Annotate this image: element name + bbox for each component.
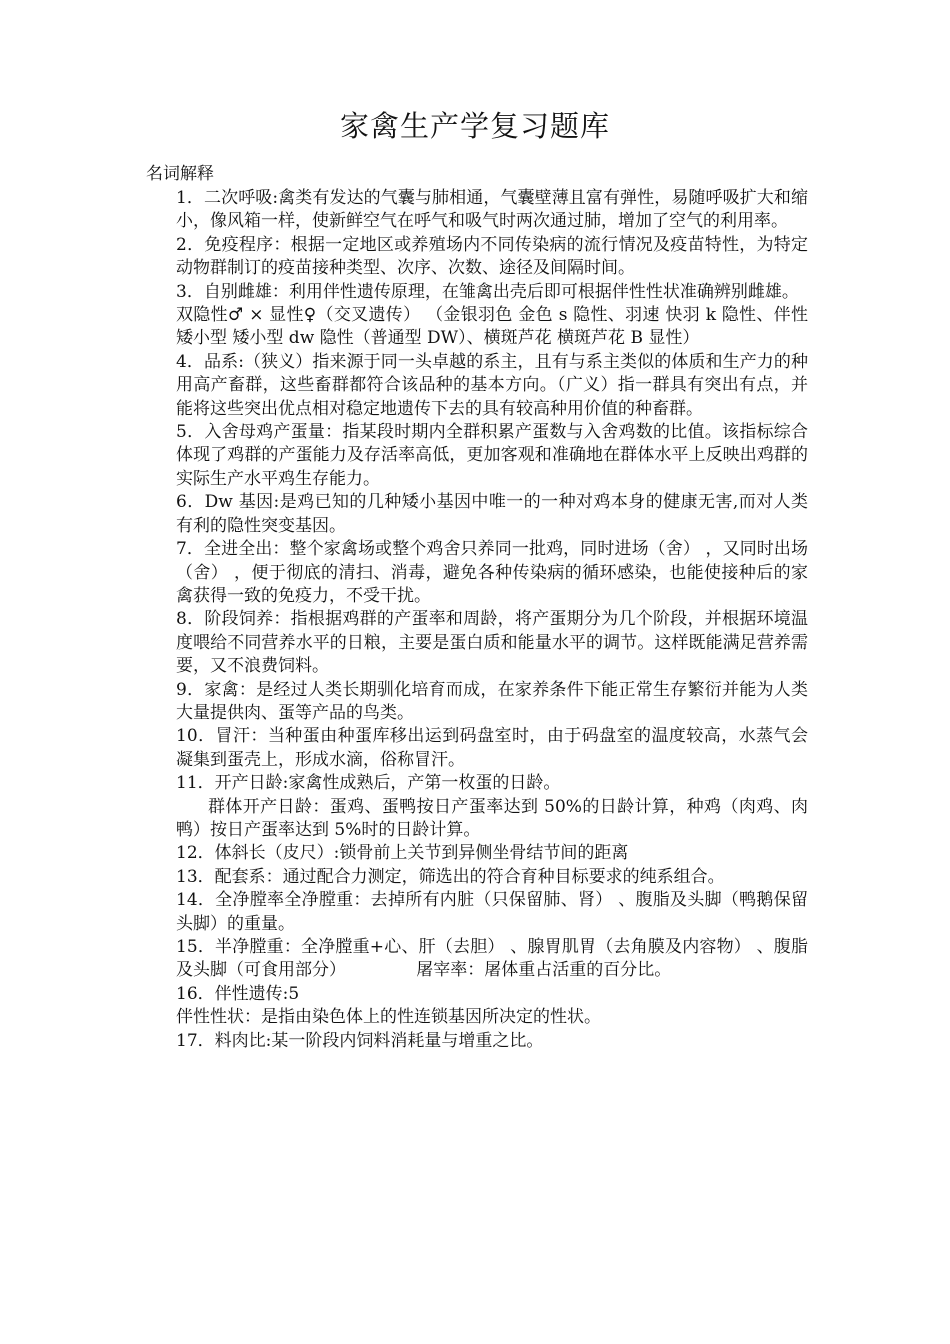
paragraph-13: 13．配套系：通过配合力测定，筛选出的符合育种目标要求的纯系组合。 — [176, 866, 725, 887]
document-title: 家禽生产学复习题库 — [339, 109, 610, 143]
paragraph-6: 6．Dw 基因:是鸡已知的几种矮小基因中唯一的一种对鸡本身的健康无害,而对人类有利的隐性突变基因。 — [176, 492, 808, 536]
paragraph-8: 8．阶段饲养：指根据鸡群的产蛋率和周龄，将产蛋期分为几个阶段，并根据环境温度喂给不同营养水平的日粮，主要是蛋白质和能量水平的调节。这样既能满足营养需要，又不浪费饲料。 — [176, 609, 808, 677]
paragraph-17: 17．料肉比:某一阶段内饲料消耗量与增重之比。 — [176, 1030, 544, 1051]
paragraph-16: 16．伴性遗传:5 — [176, 983, 300, 1004]
paragraph-15: 15．半净膛重：全净膛重+心、肝（去胆） 、腺胃肌胃（去角膜及内容物） 、腹脂及头脚（可食用部分） 屠宰率：屠体重占活重的百分比。 — [176, 937, 808, 981]
paragraph-11-note: 群体开产日龄：蛋鸡、蛋鸭按日产蛋率达到 50%的日龄计算，种鸡（肉鸡、肉鸭）按日产蛋率达到 5%时的日龄计算。 — [176, 796, 808, 840]
paragraph-10: 10．冒汗：当种蛋由种蛋库移出运到码盘室时，由于码盘室的温度较高，水蒸气会凝集到蛋壳上，形成水滴，俗称冒汗。 — [176, 726, 808, 770]
paragraph-9: 9．家禽：是经过人类长期驯化培育而成，在家养条件下能正常生存繁衍并能为人类大量提供肉、蛋等产品的鸟类。 — [176, 679, 808, 723]
paragraph-5: 5．入舍母鸡产蛋量：指某段时期内全群积累产蛋数与入舍鸡数的比值。该指标综合体现了鸡群的产蛋能力及存活率高低，更加客观和准确地在群体水平上反映出鸡群的实际生产水平鸡生存能力。 — [176, 422, 808, 489]
paragraph-3: 3．自别雌雄：利用伴性遗传原理，在雏禽出壳后即可根据伴性性状准确辨别雌雄。 — [176, 281, 799, 302]
paragraph-11: 11．开产日龄:家禽性成熟后，产第一枚蛋的日龄。 — [176, 773, 561, 794]
section-heading: 名词解释 — [146, 164, 214, 184]
paragraph-7: 7．全进全出：整个家禽场或整个鸡舍只养同一批鸡，同时进场（舍） ，又同时出场（舍） ，便于彻底的清扫、消毒，避免各种传染病的循环感染，也能使接种后的家禽获得一致的免疫力，不受干扰。 — [176, 539, 808, 606]
paragraph-3-note: 双隐性♂ × 显性♀（交叉遗传） （金银羽色 金色 s 隐性、羽速 快羽 k 隐性、伴性矮小型 矮小型 dw 隐性（普通型 DW）、横斑芦花 横斑芦花 B 显性） — [176, 305, 808, 349]
paragraph-16-note: 伴性性状：是指由染色体上的性连锁基因所决定的性状。 — [176, 1007, 601, 1028]
paragraph-14: 14．全净膛率全净膛重：去掉所有内脏（只保留肺、肾） 、腹脂及头脚（鸭鹅保留头脚）的重量。 — [176, 890, 808, 934]
paragraph-2: 2．免疫程序：根据一定地区或养殖场内不同传染病的流行情况及疫苗特性，为特定动物群制订的疫苗接种类型、次序、次数、途径及间隔时间。 — [176, 234, 808, 279]
paragraph-4: 4．品系:（狭义）指来源于同一头卓越的系主，且有与系主类似的体质和生产力的种用高产畜群，这些畜群都符合该品种的基本方向。（广义）指一群具有突出有点，并能将这些突出优点相对稳定地遗传下去的具有较高种用价值的种畜群。 — [176, 351, 808, 419]
document-body — [176, 187, 808, 1053]
paragraph-1: 1．二次呼吸:禽类有发达的气囊与肺相通，气囊壁薄且富有弹性，易随呼吸扩大和缩小，像风箱一样，使新鲜空气在呼气和吸气时两次通过肺，增加了空气的利用率。 — [176, 188, 808, 232]
paragraph-12: 12．体斜长（皮尺）:锁骨前上关节到异侧坐骨结节间的距离 — [176, 843, 629, 864]
